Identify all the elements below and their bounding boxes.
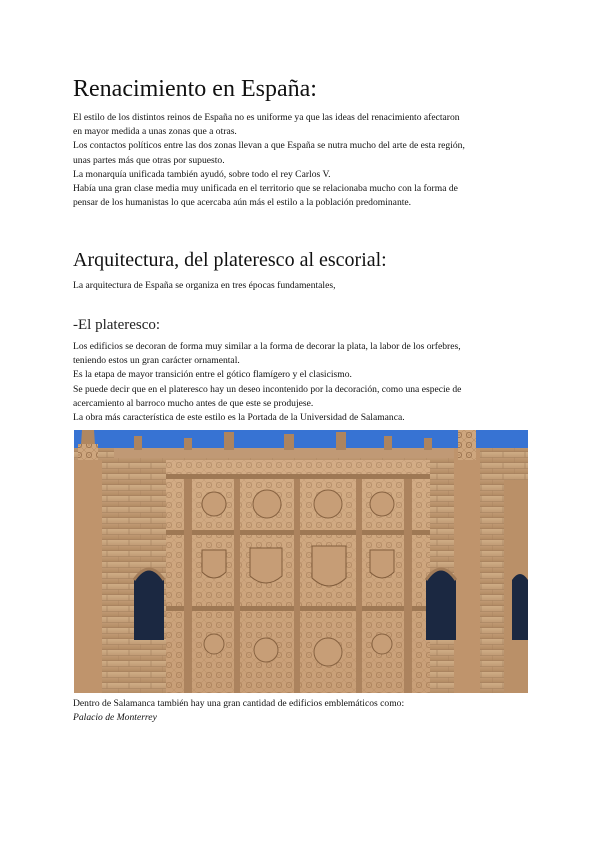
- text-line: Había una gran clase media muy unificada en el territorio que se relacionaba mucho con la forma de: [73, 183, 458, 195]
- text-line: Dentro de Salamanca también hay una gran cantidad de edificios emblemáticos como:: [73, 698, 405, 709]
- intro-paragraph: [73, 111, 533, 210]
- architecture-intro: [73, 279, 533, 293]
- text-line: Los edificios se decoran de forma muy similar a la forma de decorar la plata, la labor de los orfebres,: [73, 341, 461, 352]
- section-heading-architecture: Arquitectura, del plateresco al escorial:: [73, 249, 387, 271]
- page-title: Renacimiento en España:: [73, 76, 317, 102]
- text-line: teniendo estos un gran carácter ornamental.: [73, 355, 240, 367]
- text-line: Se puede decir que en el plateresco hay un deseo incontenido por la decoración, como una especie de: [73, 383, 462, 395]
- after-photo-paragraph: [73, 697, 533, 725]
- salamanca-facade-photo: [74, 430, 528, 693]
- facade-illustration: [74, 430, 528, 693]
- text-line: unas partes más que otras por supuesto.: [73, 154, 225, 166]
- text-line: Es la etapa de mayor transición entre el gótico flamígero y el clasicismo.: [73, 369, 352, 381]
- text-line: La monarquía unificada también ayudó, sobre todo el rey Carlos V.: [73, 168, 331, 180]
- text-line: Los contactos políticos entre las dos zonas llevan a que España se nutra mucho del arte de esta región,: [73, 140, 465, 152]
- subheading-plateresco: -El plateresco:: [73, 317, 161, 333]
- text-line: La arquitectura de España se organiza en tres épocas fundamentales,: [73, 280, 336, 291]
- plateresco-paragraph: [73, 340, 533, 425]
- text-line: en mayor medida a unas zonas que a otras.: [73, 126, 237, 138]
- text-line: La obra más característica de este estilo es la Portada de la Universidad de Salamanca.: [73, 412, 405, 424]
- text-line: pensar de los humanistas lo que acercaba aún más el estilo a la población predominante.: [73, 197, 412, 209]
- text-line: El estilo de los distintos reinos de España no es uniforme ya que las ideas del renacimiento afectaron: [73, 112, 460, 123]
- text-line: acercamiento al barroco mucho antes de que este se produjese.: [73, 397, 314, 409]
- palacio-monterrey-label: Palacio de Monterrey: [73, 712, 157, 724]
